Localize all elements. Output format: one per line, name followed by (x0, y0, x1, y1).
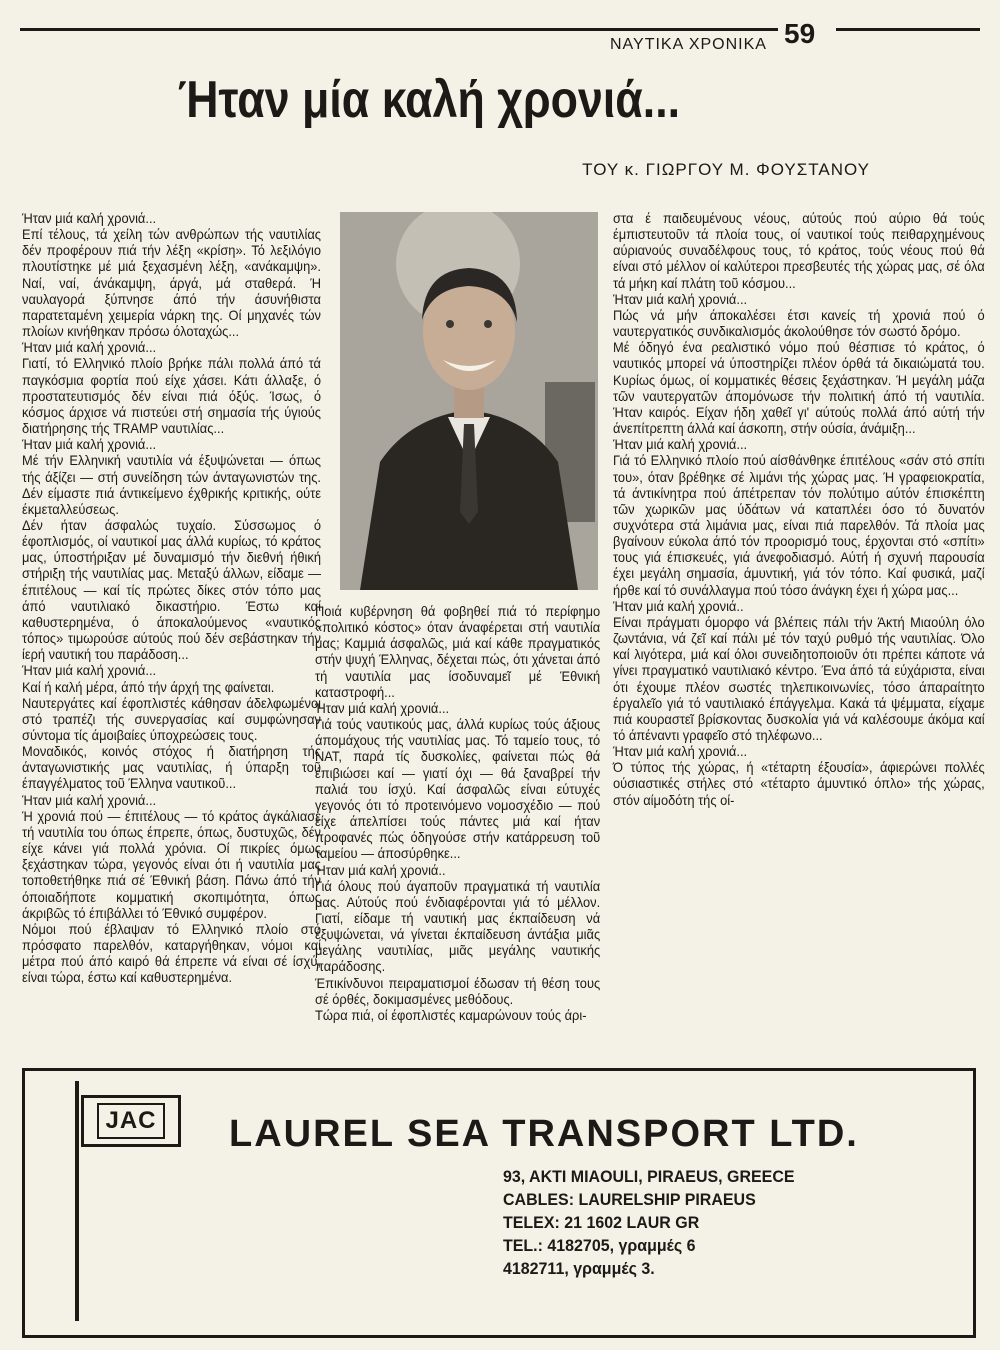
flag-pole (75, 1081, 79, 1321)
paragraph: Ήταν μιά καλή χρονιά... (22, 791, 157, 808)
paragraph: στα έ παιδευμένους νέους, αύτούς πού αύριο θά τούς έμπιστευτοῦν τά πλοία τους, οί ναυτικοί τούς πειθαρχημένους αύριανούς συναδέλφους τους, τό κράτος, τούς νέους πού θά είναι στό μέλλον οί καλύτεροι πρεσβευτές τής χώρας μας, σέ όλα τά μήκη καί πλάτη τοῦ κόσμου... (613, 210, 985, 291)
paragraph: Γιά τό Ελληνικό πλοίο πού αίσθάνθηκε έπιτέλους «σάν στό σπίτι του», όταν βρέθηκε σέ λιμάνι τής χώρας μας. Ή γραφειοκρατία, τά άντικίνητρα πού άπέτρεπαν τόν πολύτιμο αύτόν έπισκέπτη τῶν χωρικῶν μας ύδάτων νά καταπλέει όσο τό δυνατόν συχνότερα στά λιμάνια μας, είναι πιά παρελθόν. Τά πλοία μας βγαίνουν εύκολα άπό τόν προορισμό τους, έρχονται στό «σπίτι» τους γιά έπισκευές, γιά άνεφοδιασμό. Αύτή ή σχυνή παρουσία έχει μεγάλη σημασία, άμυντική, γιά τόν τόπο. Καί φυσικά, μαζί ήρθε καί τό συνάλλαγμα πού τόσο άνάγκη έχει ή χώρα μας... (613, 452, 985, 598)
paragraph: Ήταν μιά καλή χρονιά... (613, 743, 748, 760)
author-photo (340, 212, 598, 590)
paragraph: Ήταν μιά καλή χρονιά... (613, 290, 748, 307)
paragraph: Έπικίνδυνοι πειραματισμοί έδωσαν τή θέση τους σέ όρθές, δοκιμασμένες μεθόδους. (315, 974, 601, 1007)
company-address (503, 1165, 795, 1280)
paragraph: Ό τύπος τής χώρας, ή «τέταρτη έξουσία», άφιερώνει πολλές ούσιαστικές στήλες στό «τέταρτο άμυντικό όπλο» τής χώρας, στόν αίμοδότη τής οί- (613, 759, 985, 808)
paragraph: Ή χρονιά πού — έπιτέλους — τό κράτος άγκάλιασε τή ναυτιλία του όπως έπρεπε, όπως, δυστυχῶς, δέν είχε κάνει γιά πολλά χρόνια. Οί πικρίες όμως ξεχάστηκαν τώρα, γεγονός είναι ότι ή ναυτιλία μας τοποθετήθηκε πιά σέ Έθνική βάση. Πάνω άπό τήν όποιαδήποτε κομματική σκοπιμότητα, όπως άκριβῶς τό έπιβάλλει τό Έθνικό συμφέρον. (22, 807, 321, 921)
paragraph: Ήταν μιά καλή χρονιά.. (315, 861, 446, 878)
paragraph: Ήταν μιά καλή χρονιά... (22, 339, 157, 356)
paragraph: Επί τέλους, τά χείλη τών ανθρώπων τής ναυτιλίας δέν προφέρουν πιά τήν λέξη «κρίση». Τό λεξιλόγιο πλουτίστηκε μέ μιά ξεχασμένη λέξη, «ανάκαμψη». Ναί, ναί, άνάκαμψη, άργά, μά σταθερά. Ή ναυλαγορά ξύπνησε άπό τήν άσυνήθιστα παρατεταμένη χειμερία νάρκη της. Οί μηχανές τών πλοίων κινήθηκαν πρόσω όλοταχώς... (22, 226, 321, 340)
company-flag-logo (81, 1095, 181, 1147)
article-byline: ΤΟΥ κ. ΓΙΩΡΓΟΥ Μ. ΦΟΥΣΤΑΝΟΥ (582, 160, 870, 179)
address-line: TELEX: 21 1602 LAUR GR (503, 1213, 700, 1232)
paragraph: Γιατί, τό Ελληνικό πλοίο βρήκε πάλι πολλά άπό τά παγκόσμια φορτία πού είχε χάσει. Κάτι άλλαξε, ό προστατευτισμός δέν είναι πιά όξύς. Ίσως, ό κόσμος άρχισε νά πιστεύει στή σημασία τής ύγιούς διατήρησης τής TRAMP ναυτιλίας... (22, 355, 321, 437)
paragraph: Είναι πράγματι όμορφο νά βλέπεις πάλι τήν Άκτή Μιαούλη όλο ζωντάνια, νά ζεῖ καί πάλι μέ τόν ταχύ ρυθμό τής ναυτιλίας. Όλο καί λιγότερα, μιά καί όλοι συνειδητοποιοῦν ότι πρέπει κάποτε νά γίνει πραγματικό ναυτιλιακό κέντρο. Ένα άπό τά εύχάριστα, είναι ότι έχουμε πλέον σωστές τηλεπικοινωνίες, τόσο άπαραίτητο έργαλεῖο γιά τό ναυτιλιακό έπάγγελμα. Κακά τά ψέμματα, είχαμε πιά κουραστεῖ βρίσκοντας δυσκολία γιά νά καλέσουμε άκόμα καί τό άπέναντι γραφεῖο στό τηλέφωνο... (613, 613, 985, 743)
paragraph: Ήταν μιά καλή χρονιά... (315, 699, 450, 716)
paragraph: Δέν ήταν άσφαλώς τυχαίο. Σύσσωμος ό έφοπλισμός, οί ναυτικοί μας άλλά κυρίως, τό κράτος μας, ύποστήριξαν μέ δυναμισμό τήν διεθνή ήθική στήριξη τής ναυτιλίας μας. Μεταξύ άλλων, είδαμε — έπιτέλους — καί τίς πρώτες δίκες στόν τόπο μας άπό ναυτιλιακό δικαστήριο. Έστω καί καθυστερημένα, ό άποκαλούμενος «ναυτικός τόπος» τιμωρούσε αύτούς πού δέν σεβάστηκαν τήν ίερή ναυτική του παράδοση... (22, 516, 321, 663)
header-rule-left (20, 28, 778, 31)
paragraph: Μοναδικός, κοινός στόχος ή διατήρηση τής άνταγωνιστικής μας ναυτιλίας, ή ύπαρξη τοῦ έπαγγέλματος τοῦ Έλληνα ναυτικοῦ... (22, 743, 321, 792)
paragraph: Ήταν μιά καλή χρονιά... (22, 210, 157, 226)
paragraph: Γιά τούς ναυτικούς μας, άλλά κυρίως τούς άξιους άπομάχους τής ναυτιλίας μας. Τό ταμείο τους, τό ΝΑΤ, παρά τίς δυσκολίες, φαίνεται πώς θά έπιβιώσει καί — γιατί όχι — θά ξαναβρεί τήν παλιά του ίσχύ. Καί άσφαλῶς είναι εύτυχές γεγονός ότι τό προτεινόμενο νομοσχέδιο — πού είχε άπελπίσει τούς πάντες μιά καί ήταν προφανές πώς όδηγούσε στήν κατάρρευση τοῦ ταμείου — άποσύρθηκε... (315, 716, 601, 862)
paragraph: Τώρα πιά, οί έφοπλιστές καμαρώνουν τούς άρι- (315, 1006, 587, 1023)
publication-name: ΝΑΥΤΙΚΑ ΧΡΟΝΙΚΑ (610, 36, 767, 53)
address-line: CABLES: LAURELSHIP PIRAEUS (503, 1190, 756, 1209)
paragraph: Νόμοι πού έβλαψαν τό Ελληνικό πλοίο στό πρόσφατο παρελθόν, καταργήθηκαν, νόμοι καί μέτρα πού άπό καιρό θά έπρεπε νά είναι σέ ίσχύ, είναι τώρα, έστω καί καθυστερημένα. (22, 920, 321, 986)
header-rule-right (836, 28, 980, 31)
flag-text: JAC (97, 1103, 164, 1139)
paragraph: Ήταν μιά καλή χρονιά... (22, 662, 157, 679)
address-line: 93, AKTI MIAOULI, PIRAEUS, GREECE (503, 1167, 795, 1186)
article-title: Ήταν μία καλή χρονιά... (178, 71, 681, 129)
paragraph: Ναυτεργάτες καί έφοπλιστές κάθησαν άδελφωμένοι στό τραπέζι τής συνεργασίας καί συμφώνησαν σύντομα τίς άμοιβαίες ύποχρεώσεις τους. (22, 694, 321, 743)
paragraph: Ήταν μιά καλή χρονιά... (22, 436, 157, 453)
paragraph: Γιά όλους πού άγαποῦν πραγματικά τή ναυτιλία μας. Αύτούς πού ένδιαφέρονται γιά τό μέλλον. Γιατί, είδαμε τή ναυτική μας έκπαίδευση νά έξυψώνεται, νά γίνεται έκπαίδευση άντάξια μιᾶς μεγάλης ναυτιλίας, μιᾶς μεγάλης ναυτικής παράδοσης. (315, 877, 601, 975)
article-column-1 (22, 210, 321, 986)
paragraph: Μέ τήν Ελληνική ναυτιλία νά έξυψώνεται — όπως τής άξίζει — στή συνείδηση τών άνταγωνιστών της. Δέν είμαστε πιά άντικείμενο έχθρικής κριτικής, ούτε έκμεταλλεύσεως. (22, 452, 321, 517)
paragraph: Ποιά κυβέρνηση θά φοβηθεί πιά τό περίφημο «πολιτικό κόστος» όταν άναφέρεται στή ναυτιλία μας; Καμμιά άσφαλῶς, μιά καί κάθε πραγματικός στήν ψυχή Έλληνας, δέχεται πώς, ότι χάνεται άπό τή ναυτιλία μας ίσοδυναμεῖ μέ Έθνική καταστροφή... (315, 603, 601, 700)
paragraph: Πώς νά μήν άποκαλέσει έτσι κανείς τή χρονιά πού ό ναυτεργατικός συνδικαλισμός άκολούθησε τόν σωστό δρόμο. (613, 306, 985, 340)
address-line: 4182711, γραμμές 3. (503, 1259, 655, 1278)
article-column-3 (613, 210, 985, 808)
paragraph: Καί ή καλή μέρα, άπό τήν άρχή της φαίνεται. (22, 678, 275, 695)
paragraph: Ήταν μιά καλή χρονιά... (613, 436, 748, 453)
paragraph: Ήταν μιά καλή χρονιά.. (613, 597, 744, 614)
page-number: 59 (784, 18, 816, 49)
article-column-2 (315, 603, 600, 1023)
address-line: TEL.: 4182705, γραμμές 6 (503, 1236, 696, 1255)
company-name: LAUREL SEA TRANSPORT LTD. (229, 1113, 859, 1155)
paragraph: Μέ όδηγό ένα ρεαλιστικό νόμο πού θέσπισε τό κράτος, ό ναυτικός μπορεί νά ύποστηρίζει πλέον όρθά τά δικαιώματά του. Κυρίως όμως, οί κομματικές θέσεις ξεχάστηκαν. Ή μεγάλη μάζα τῶν ναυτεργατῶν άπομόνωσε τήν πολιτική άπό τή ναυτιλία. Ήταν καιρός. Είχαν ήδη χαθεῖ γι' αύτούς πολλά άπό αύτή τήν άνεπίτρεπτη άλλά καί άσκοπη, στήν ούσία, άνάμιξη... (613, 339, 985, 437)
advertisement (22, 1068, 976, 1338)
